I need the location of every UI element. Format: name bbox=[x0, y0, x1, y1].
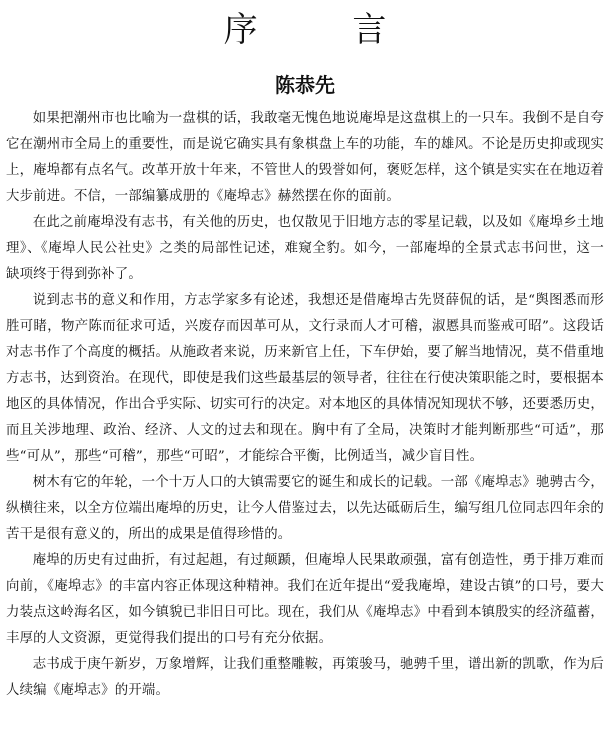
paragraph-1: 如果把潮州市也比喻为一盘棋的话，我敢毫无愧色地说庵埠是这盘棋上的一只车。我倒不是自夸它在潮州市全局上的重要性，而是说它确实具有象棋盘上车的功能，车的雄风。不论是历史抑或现实上，庵埠都有点名气。改革开放十年来，不管世人的毁誉如何，褒贬怎样，这个镇是实实在在地迈着大步前进。不信，一部编纂成册的《庵埠志》赫然摆在你的面前。 bbox=[6, 111, 604, 204]
author-name: 陈恭先 bbox=[275, 73, 335, 97]
paragraph-6: 志书成于庚午新岁，万象增辉，让我们重整雕鞍，再策骏马，驰骋千里，谱出新的凯歌，作为后人续编《庵埠志》的开端。 bbox=[6, 657, 604, 698]
paragraph-4: 树木有它的年轮，一个十万人口的大镇需要它的诞生和成长的记载。一部《庵埠志》驰骋古今，纵横往来，以全方位端出庵埠的历史，让今人借鉴过去，以先达砥砺后生，编写组几位同志四年余的苦干是很有意义的，所出的成果是值得珍惜的。 bbox=[6, 475, 604, 542]
paragraph-3: 说到志书的意义和作用，方志学家多有论述，我想还是借庵埠古先贤薛侃的话，是“舆图悉而形胜可睹，物产陈而征求可适，兴废存而因革可从，文行录而人才可稽，淑慝具而鉴戒可昭”。这段话对志书作了个高度的概括。从施政者来说，历来新官上任，下车伊始，要了解当地情况，莫不借重地方志书，达到资治。在现代，即使是我们这些最基层的领导者，往往在行使决策职能之时，要根据本地区的具体情况，作出合乎实际、切实可行的决定。对本地区的具体情况知现状不够，还要悉历史，而且关涉地理、政治、经济、人文的过去和现在。胸中有了全局，决策时才能判断那些“可适”，那些“可从”，那些“可稽”，那些“可昭”，才能综合平衡，比例适当，减少盲目性。 bbox=[6, 293, 604, 464]
paragraph-5: 庵埠的历史有过曲折，有过起趄，有过颠踬，但庵埠人民果敢顽强，富有创造性，勇于排万难而向前，《庵埠志》的丰富内容正体现这种精神。我们在近年提出“爱我庵埠，建设古镇”的口号，要大力装点这岭海名区，如今镇貌已非旧日可比。现在，我们从《庵埠志》中看到本镇殷实的经济蕴蓄，丰厚的人文资源，更觉得我们提出的口号有充分依据。 bbox=[6, 553, 604, 646]
page-title: 序 言 bbox=[223, 10, 429, 50]
paragraph-2: 在此之前庵埠没有志书，有关他的历史，也仅散见于旧地方志的零星记载，以及如《庵埠乡土地理》、《庵埠人民公社史》之类的局部性记述，难窥全豹。如今，一部庵埠的全景式志书问世，这一缺项终于得到弥补了。 bbox=[6, 215, 604, 282]
